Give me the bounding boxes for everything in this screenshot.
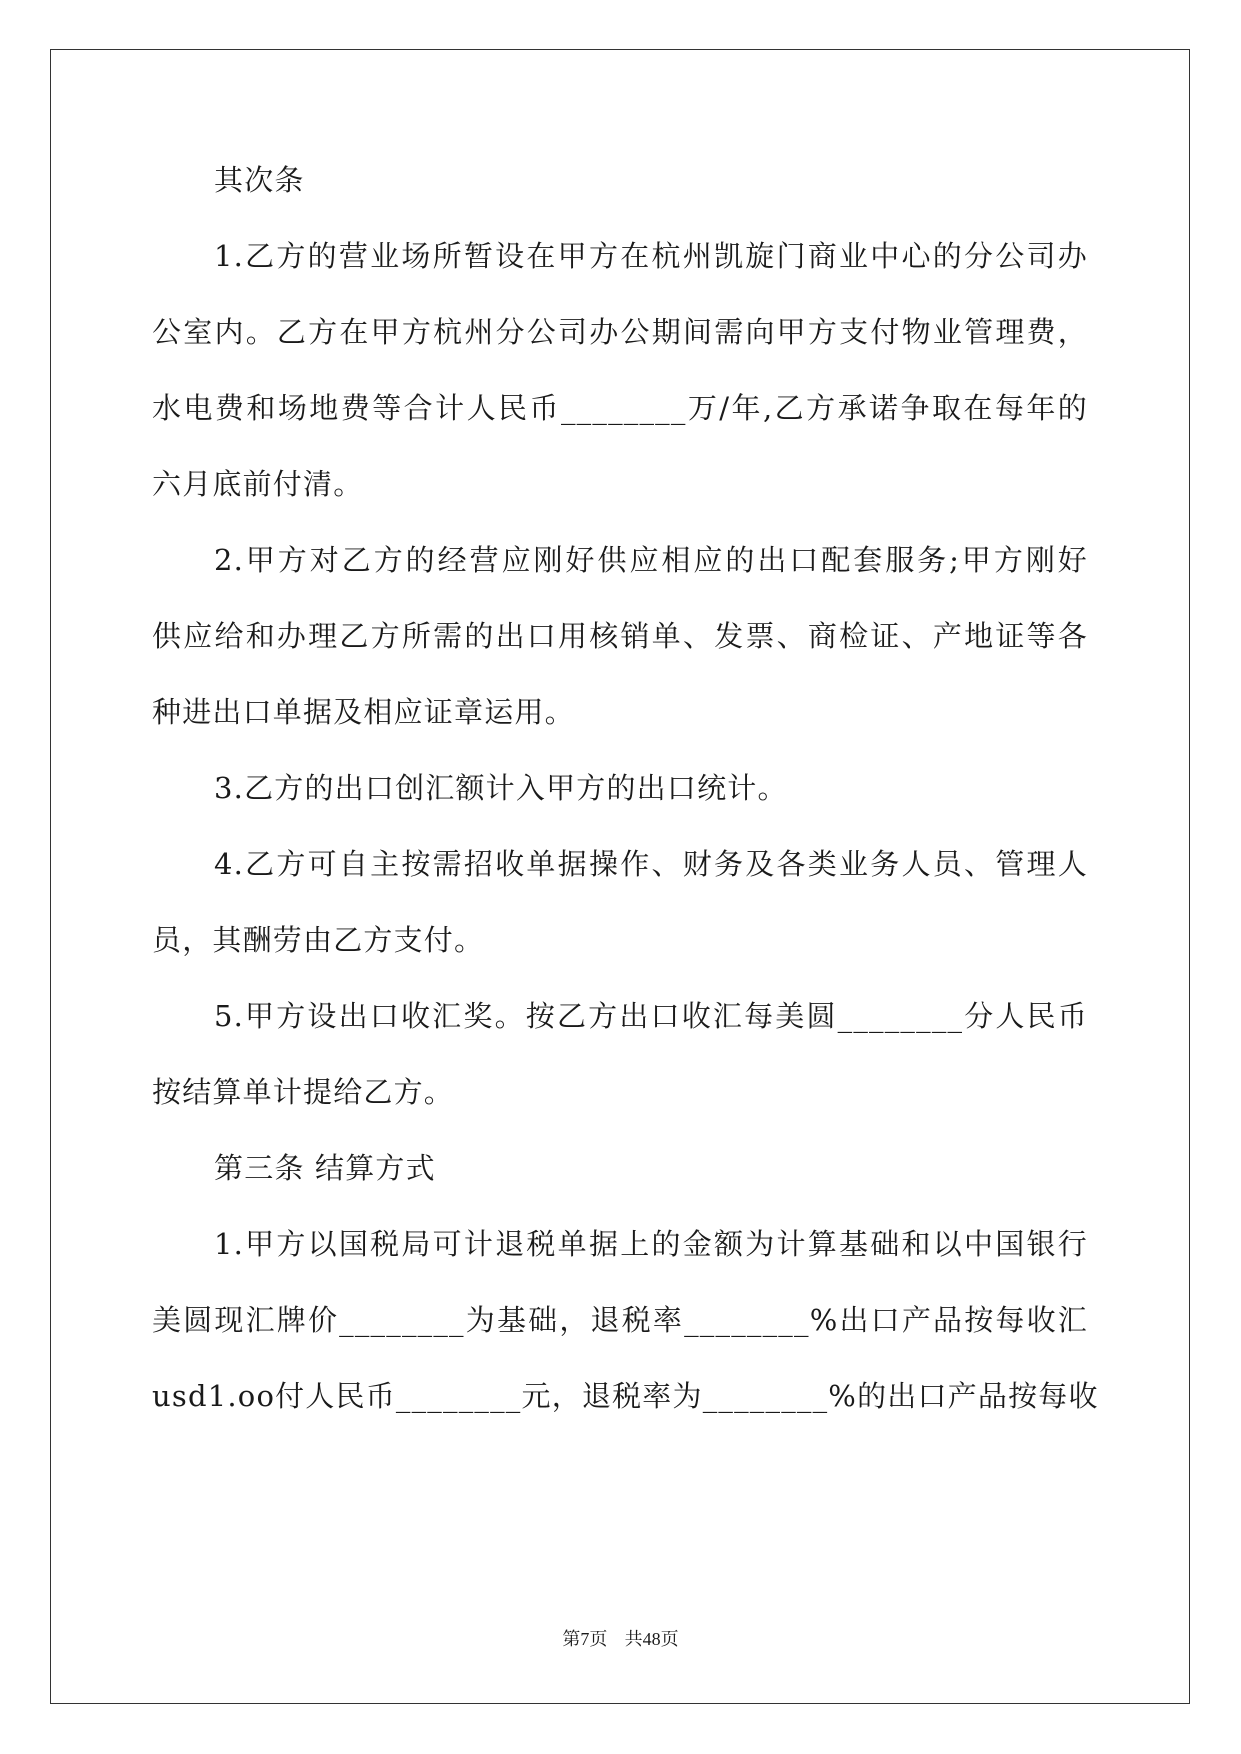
paragraph-line: 3.乙方的出口创汇额计入甲方的出口统计。	[214, 771, 788, 805]
footer-page-suffix: 页	[589, 1629, 608, 1650]
paragraph-line: 员，其酬劳由乙方支付。	[152, 923, 485, 957]
section-heading-second: 其次条	[214, 163, 305, 197]
paragraph-line: 按结算单计提给乙方。	[152, 1075, 455, 1109]
paragraph-line: 六月底前付清。	[152, 467, 364, 501]
paragraph-line: 5.甲方设出口收汇奖。按乙方出口收汇每美圆________分人民币	[214, 999, 1088, 1033]
page-number: 7	[580, 1629, 590, 1649]
paragraph-line: 1.乙方的营业场所暂设在甲方在杭州凯旋门商业中心的分公司办	[214, 239, 1088, 273]
footer-total-prefix: 共	[624, 1629, 643, 1650]
section-heading-third: 第三条 结算方式	[214, 1151, 436, 1185]
paragraph-line: 种进出口单据及相应证章运用。	[152, 695, 575, 729]
paragraph-line: 4.乙方可自主按需招收单据操作、财务及各类业务人员、管理人	[214, 847, 1088, 881]
footer-total-suffix: 页	[660, 1629, 679, 1650]
footer-prefix: 第	[562, 1629, 581, 1650]
paragraph-line: 1.甲方以国税局可计退税单据上的金额为计算基础和以中国银行	[214, 1227, 1088, 1261]
paragraph-line: 美圆现汇牌价________为基础，退税率________%出口产品按每收汇	[152, 1303, 1088, 1337]
total-pages: 48	[642, 1629, 661, 1649]
paragraph-line: 公室内。乙方在甲方杭州分公司办公期间需向甲方支付物业管理费，	[152, 315, 1088, 349]
page-footer	[0, 1625, 1241, 1651]
paragraph-line: 水电费和场地费等合计人民币________万/年,乙方承诺争取在每年的	[152, 391, 1088, 425]
paragraph-line: 供应给和办理乙方所需的出口用核销单、发票、商检证、产地证等各	[152, 619, 1088, 653]
paragraph-line: usd1.oo付人民币________元，退税率为________%的出口产品按每收	[152, 1379, 1099, 1413]
paragraph-line: 2.甲方对乙方的经营应刚好供应相应的出口配套服务;甲方刚好	[214, 543, 1088, 577]
